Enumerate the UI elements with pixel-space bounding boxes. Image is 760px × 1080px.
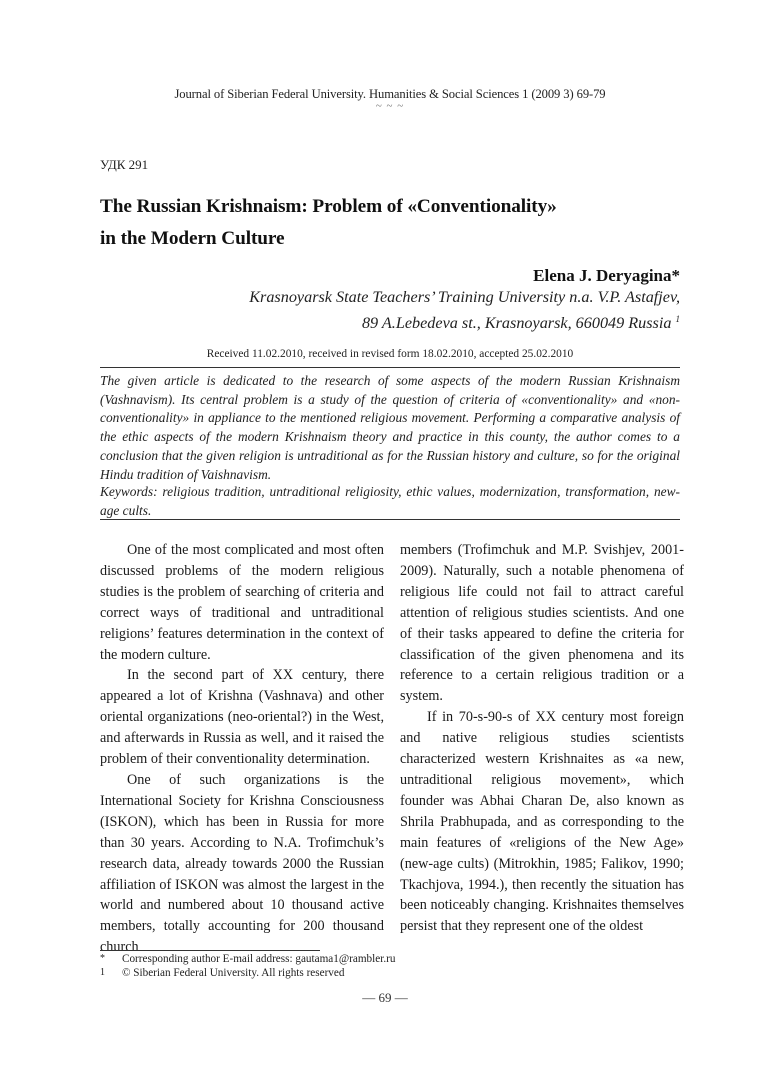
footnote-item [100,966,500,980]
footnote-rule [100,950,320,951]
body-column-left [100,540,384,958]
journal-running-head: Journal of Siberian Federal University. Humanities & Social Sciences 1 (2009 3) 69-79 [174,87,606,101]
abstract: The given article is dedicated to the research of some aspects of the modern Russian Krishnaism (Vashnavism). Its central problem is a study of the question of criteria of «conventionality» and «non-conventionality» in appliance to the mentioned religious movement. Performing a comparative analysis of the ethic aspects of the modern Krishnaism theory and practice in this county, the author comes to a conclusion that the given religion is untraditional as for the Russian history and culture, so for the original Hindu tradition of Vaishnavism. [100,373,680,482]
author-affiliation [120,286,680,334]
body-column-right [400,540,684,937]
paragraph-continued: members (Trofimchuk and M.P. Svishjev, 2001-2009). Naturally, such a notable phenomena of religious life could not fail to attract careful attention of religious studies scientists. And one of their tasks appeared to define the criteria for classification of the given phenomena and its reference to a certain religious tradition or a system. [400,542,684,705]
footnotes [100,952,500,980]
footnote-text: Corresponding author E-mail address: gautama1@rambler.ru [122,953,396,965]
abstract-bottom-rule [100,519,680,520]
keywords: Keywords: religious tradition, untraditional religiosity, ethic values, modernization, transformation, new-age cults. [100,484,680,518]
affiliation-line-2 [120,308,680,334]
paragraph: One of the most complicated and most often discussed problems of the modern religious studies is the problem of searching of criteria and correct ways of traditional and untraditional religions’ features determination in the context of the modern culture. [100,542,384,663]
affiliation-footnote-mark: 1 [675,314,680,324]
udk-code: УДК 291 [100,157,149,172]
page-number: — 69 — [362,990,408,1005]
paragraph: One of such organizations is the International Society for Krishna Consciousness (ISKON), which has been in Russia for more than 30 years. According to N.A. Trofimchuk’s research data, already towards 2000 the Russian affiliation of ISKON was almost the largest in the world and numbered about 10 thousand active members, totally accounting for 200 thousand church [100,771,384,956]
footnote-item [100,952,500,966]
abstract-top-rule [100,367,680,368]
affiliation-address: 89 A.Lebedeva st., Krasnoyarsk, 660049 Russia [361,314,672,332]
author-name: Elena J. Deryagina* [533,266,680,285]
footnote-mark: * [100,953,105,964]
footnote-mark: 1 [100,967,105,978]
header-ornament: ~ ~ ~ [375,100,405,112]
received-dates: Received 11.02.2010, received in revised form 18.02.2010, accepted 25.02.2010 [206,348,574,360]
article-title [100,191,660,255]
paragraph: In the second part of XX century, there appeared a lot of Krishna (Vashnava) and other oriental organizations (neo-oriental?) in the West, and afterwards in Russia as well, and it raised the problem of their conventionality determination. [100,667,384,768]
affiliation-line-1: Krasnoyarsk State Teachers’ Training University n.a. V.P. Astafjev, [249,288,680,306]
article-title-line-2: in the Modern Culture [100,228,285,249]
footnote-text: © Siberian Federal University. All rights reserved [122,967,345,979]
paragraph: If in 70-s-90-s of XX century most foreign and native religious studies scientists characterized western Krishnaites as «a new, untraditional religious movement», which founder was Abhai Charan De, also known as Shrila Prabhupada, and as corresponding to the main features of «religions of the New Age» (new-age cults) (Mitrokhin, 1985; Falikov, 1990; Tkachjova, 1994.), then recently the situation has been noticeably changing. Krishnaites themselves persist that they represent one of the oldest [400,709,684,935]
article-title-line-1: The Russian Krishnaism: Problem of «Conventionality» [100,196,557,217]
